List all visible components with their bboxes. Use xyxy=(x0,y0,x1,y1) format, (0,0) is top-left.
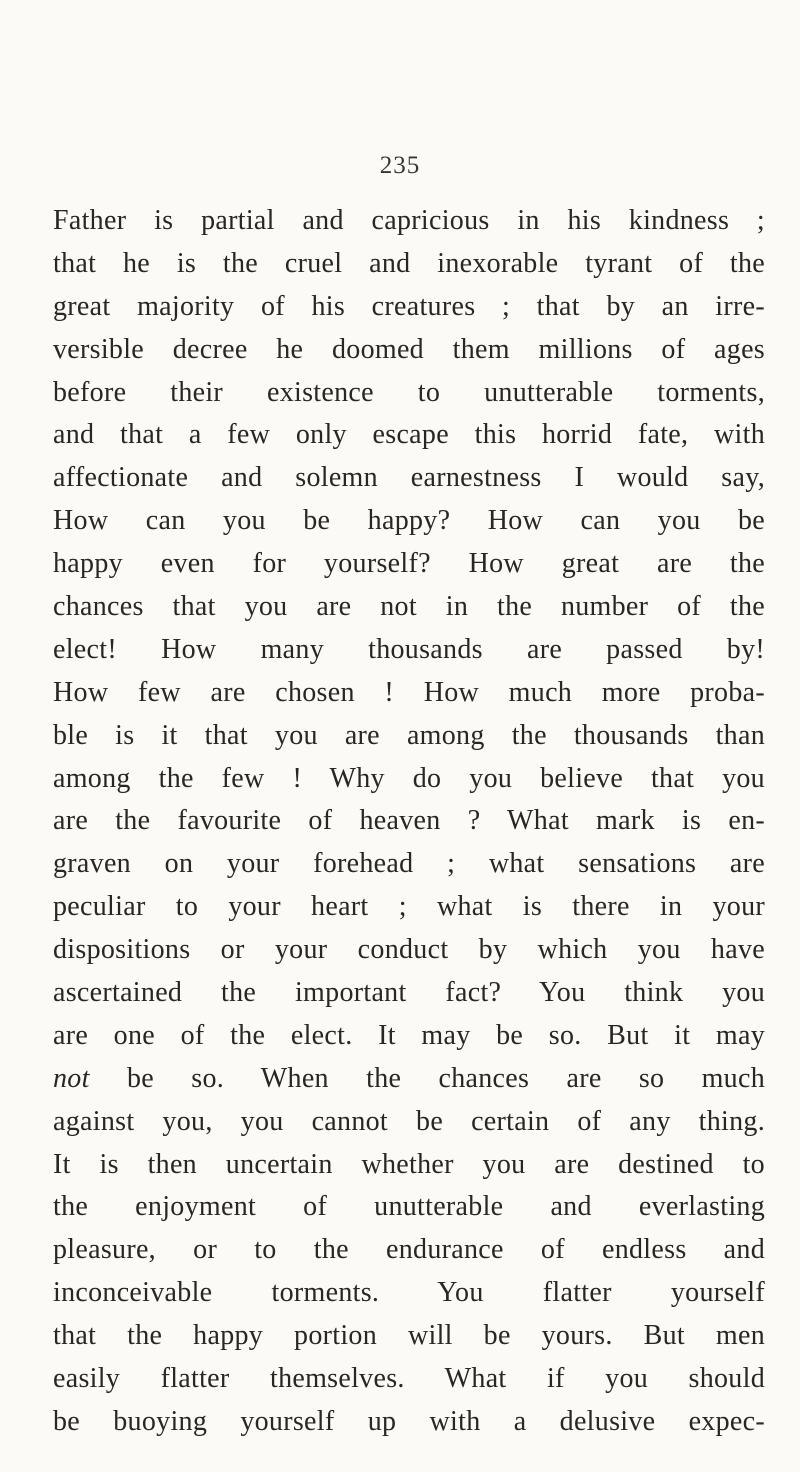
text-line: graven on your forehead ; what sensations are xyxy=(53,848,765,880)
text-line-with-italic xyxy=(53,1058,765,1101)
text-line: easily flatter themselves. What if you should xyxy=(53,1363,765,1395)
text-line: are one of the elect. It may be so. But it may xyxy=(53,1019,765,1051)
page-number: 235 xyxy=(379,152,421,179)
text-line: ble is it that you are among the thousands than xyxy=(53,719,765,751)
text-line: ascertained the important fact? You think you xyxy=(53,977,765,1009)
text-line: that the happy portion will be yours. But men xyxy=(53,1320,765,1352)
text-line: affectionate and solemn earnestness I would say, xyxy=(53,462,765,494)
italic-word: not xyxy=(53,1062,90,1094)
text-line: pleasure, or to the endurance of endless and xyxy=(53,1234,765,1266)
text-line: among the few ! Why do you believe that you xyxy=(53,762,765,794)
text-line: before their existence to unutterable torments, xyxy=(53,376,765,408)
text-line: Father is partial and capricious in his kindness ; xyxy=(53,205,765,236)
text-line: elect! How many thousands are passed by! xyxy=(53,633,765,665)
text-line: that he is the cruel and inexorable tyrant of the xyxy=(53,247,765,279)
text-line: peculiar to your heart ; what is there in your xyxy=(53,891,765,923)
text-line: inconceivable torments. You flatter yourself xyxy=(53,1277,765,1309)
text-line: are the favourite of heaven ? What mark is en- xyxy=(53,805,765,837)
text-line: happy even for yourself? How great are the xyxy=(53,548,765,580)
text-line: the enjoyment of unutterable and everlasting xyxy=(53,1191,765,1223)
text-line: against you, you cannot be certain of any thing. xyxy=(53,1105,765,1137)
text-line: be buoying yourself up with a delusive expec- xyxy=(53,1405,765,1437)
text-line: dispositions or your conduct by which you have xyxy=(53,934,765,966)
body-text xyxy=(53,200,765,1444)
text-line: It is then uncertain whether you are destined to xyxy=(53,1148,765,1180)
text-line: How few are chosen ! How much more proba- xyxy=(53,676,765,708)
text-line: and that a few only escape this horrid fate, with xyxy=(53,419,765,451)
text-line: versible decree he doomed them millions of ages xyxy=(53,333,765,365)
line-remainder: be so. When the chances are so much xyxy=(89,1062,765,1094)
text-line: chances that you are not in the number of the xyxy=(53,591,765,623)
text-line: How can you be happy? How can you be xyxy=(53,505,765,537)
text-line: great majority of his creatures ; that by an irre- xyxy=(53,290,765,322)
